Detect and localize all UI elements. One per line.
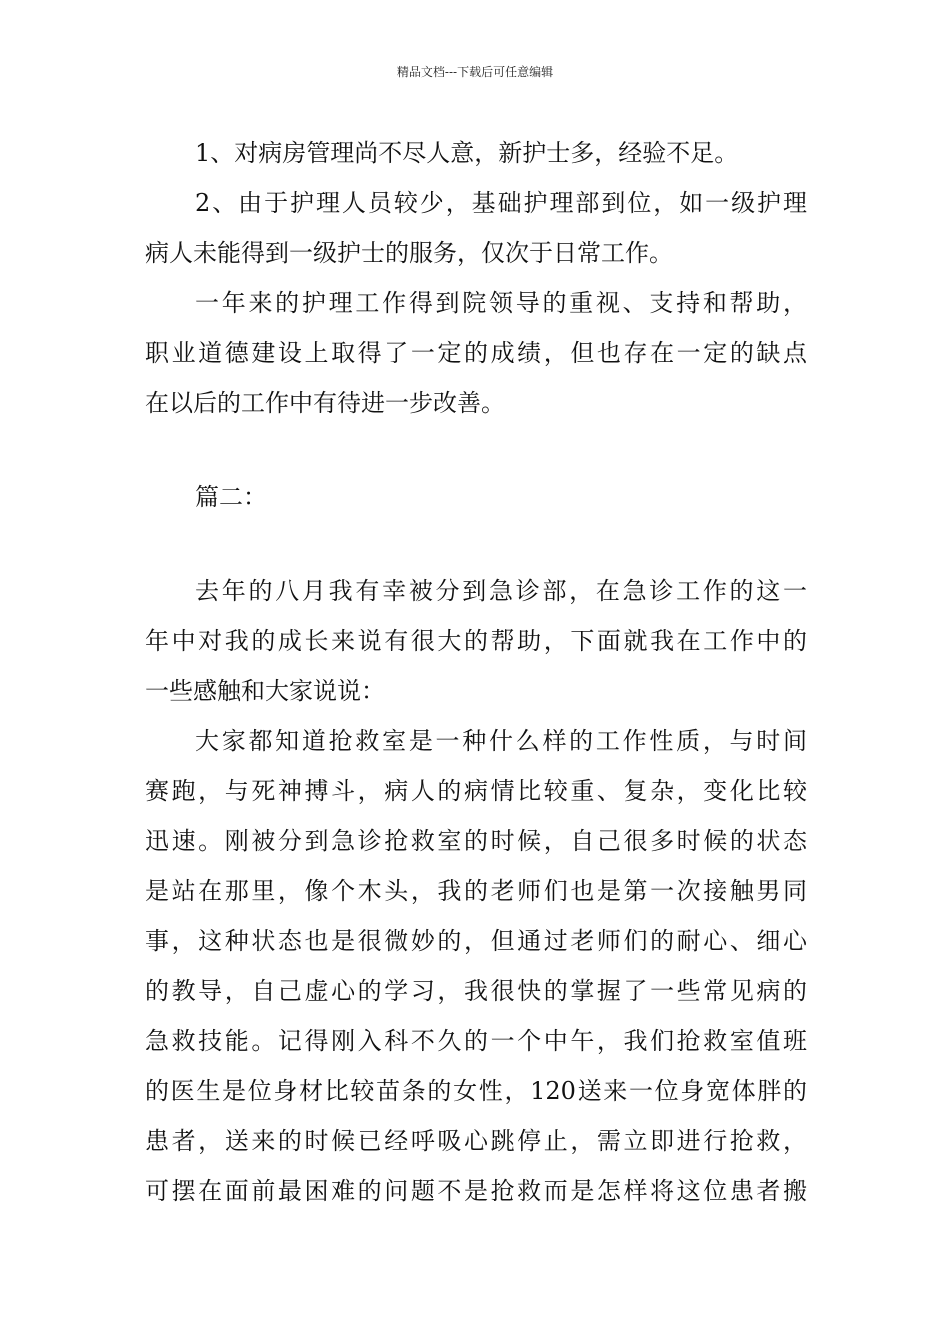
- text-line: 一些感触和大家说说：: [145, 677, 385, 705]
- text-line: 在以后的工作中有待进一步改善。: [145, 389, 505, 417]
- text-line: 1、对病房管理尚不尽人意，新护士多，经验不足。: [195, 139, 739, 167]
- paragraph-2: [145, 178, 807, 278]
- text-line: 一年来的护理工作得到院领导的重视、支持和帮助，: [195, 289, 807, 317]
- text-line: 去年的八月我有幸被分到急诊部，在急诊工作的这一: [195, 577, 807, 605]
- page-header: 精品文档---下载后可任意编辑: [396, 65, 554, 79]
- text-line: 的教导，自己虚心的学习，我很快的掌握了一些常见病的: [145, 977, 807, 1005]
- paragraph-3: [145, 278, 807, 428]
- text-line: 可摆在面前最困难的问题不是抢救而是怎样将这位患者搬: [145, 1177, 807, 1205]
- paragraph-5: [145, 716, 807, 1216]
- text-line: 急救技能。记得刚入科不久的一个中午，我们抢救室值班: [145, 1027, 807, 1055]
- section-heading: [145, 472, 807, 522]
- text-line: 患者，送来的时候已经呼吸心跳停止，需立即进行抢救，: [145, 1127, 807, 1155]
- text-line: 大家都知道抢救室是一种什么样的工作性质，与时间: [195, 727, 807, 755]
- text-line: 赛跑，与死神搏斗，病人的病情比较重、复杂，变化比较: [145, 777, 807, 805]
- text-line: 2、由于护理人员较少，基础护理部到位，如一级护理: [195, 189, 807, 217]
- text-line: 是站在那里，像个木头，我的老师们也是第一次接触男同: [145, 877, 807, 905]
- paragraph-4: [145, 566, 807, 716]
- paragraph-1: [145, 128, 807, 178]
- text-line: 病人未能得到一级护士的服务，仅次于日常工作。: [145, 239, 673, 267]
- text-line: 的医生是位身材比较苗条的女性，120送来一位身宽体胖的: [145, 1077, 807, 1105]
- heading-text: 篇二：: [195, 483, 267, 511]
- document-body: [145, 128, 807, 1216]
- text-line: 职业道德建设上取得了一定的成绩，但也存在一定的缺点: [145, 339, 807, 367]
- text-line: 事，这种状态也是很微妙的，但通过老师们的耐心、细心: [145, 927, 807, 955]
- text-line: 迅速。刚被分到急诊抢救室的时候，自己很多时候的状态: [145, 827, 807, 855]
- text-line: 年中对我的成长来说有很大的帮助，下面就我在工作中的: [145, 627, 807, 655]
